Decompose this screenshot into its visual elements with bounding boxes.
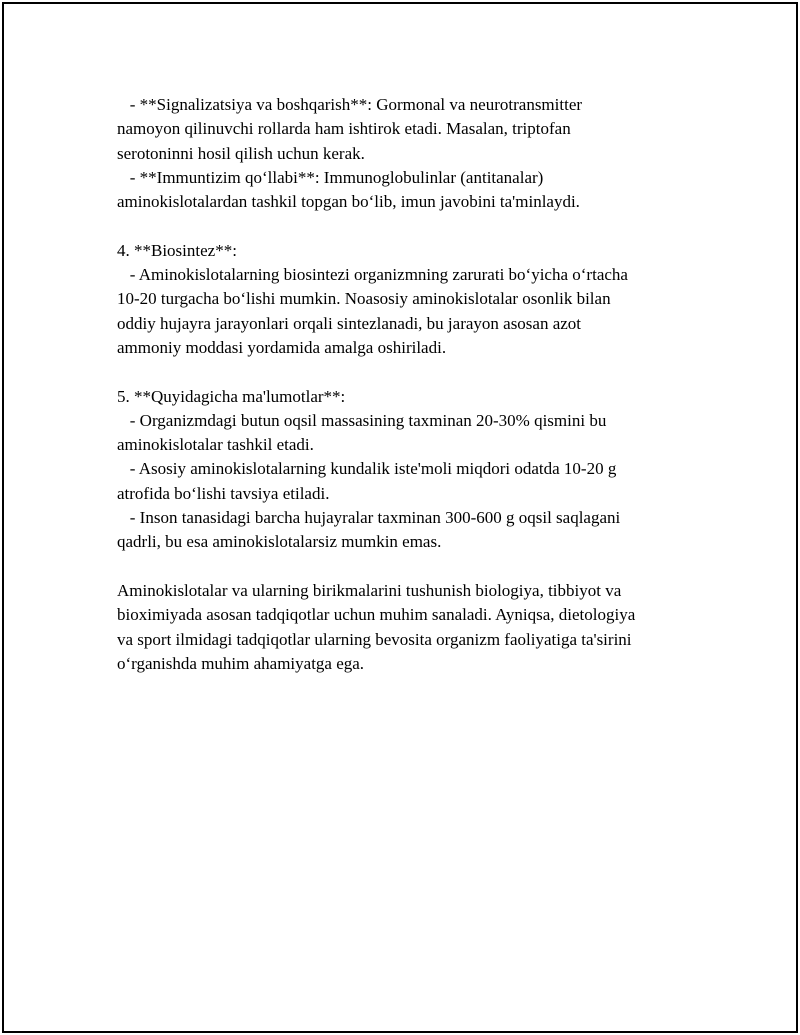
paragraph-gap	[117, 214, 697, 238]
text-line: aminokislotalar tashkil etadi.	[117, 435, 314, 455]
text-line: ammoniy moddasi yordamida amalga oshiriladi.	[117, 337, 447, 357]
text-line: o‘rganishda muhim ahamiyatga ega.	[117, 653, 365, 673]
document-body	[117, 93, 697, 676]
text-line: - Asosiy aminokislotalarning kundalik iste'moli miqdori odatda 10-20 g	[117, 459, 617, 479]
section-heading: 4. **Biosintez**:	[117, 240, 237, 260]
text-line: - Organizmdagi butun oqsil massasining taxminan 20-30% qismini bu	[117, 410, 607, 430]
text-line: - Inson tanasidagi barcha hujayralar taxminan 300-600 g oqsil saqlagani	[117, 508, 621, 528]
text-line: oddiy hujayra jarayonlari orqali sintezlanadi, bu jarayon asosan azot	[117, 313, 582, 333]
paragraph-gap	[117, 555, 697, 579]
text-line: - Aminokislotalarning biosintezi organizmning zarurati bo‘yicha o‘rtacha	[117, 265, 628, 285]
text-line: Aminokislotalar va ularning birikmalarini tushunish biologiya, tibbiyot va	[117, 580, 622, 600]
text-line: - **Immuntizim qo‘llabi**: Immunoglobulinlar (antitanalar)	[117, 167, 544, 187]
section-heading: 5. **Quyidagicha ma'lumotlar**:	[117, 386, 346, 406]
text-line: aminokislotalardan tashkil topgan bo‘lib, imun javobini ta'minlaydi.	[117, 192, 580, 212]
text-line: namoyon qilinuvchi rollarda ham ishtirok etadi. Masalan, triptofan	[117, 119, 571, 139]
text-line: bioximiyada asosan tadqiqotlar uchun muhim sanaladi. Ayniqsa, dietologiya	[117, 605, 636, 625]
text-line: qadrli, bu esa aminokislotalarsiz mumkin emas.	[117, 532, 442, 552]
text-line: 10-20 turgacha bo‘lishi mumkin. Noasosiy aminokislotalar osonlik bilan	[117, 289, 611, 309]
text-line: serotoninni hosil qilish uchun kerak.	[117, 143, 365, 163]
text-line: atrofida bo‘lishi tavsiya etiladi.	[117, 483, 330, 503]
paragraph-gap	[117, 360, 697, 384]
text-line: va sport ilmidagi tadqiqotlar ularning bevosita organizm faoliyatiga ta'sirini	[117, 629, 632, 649]
text-line: - **Signalizatsiya va boshqarish**: Gormonal va neurotransmitter	[117, 95, 583, 114]
